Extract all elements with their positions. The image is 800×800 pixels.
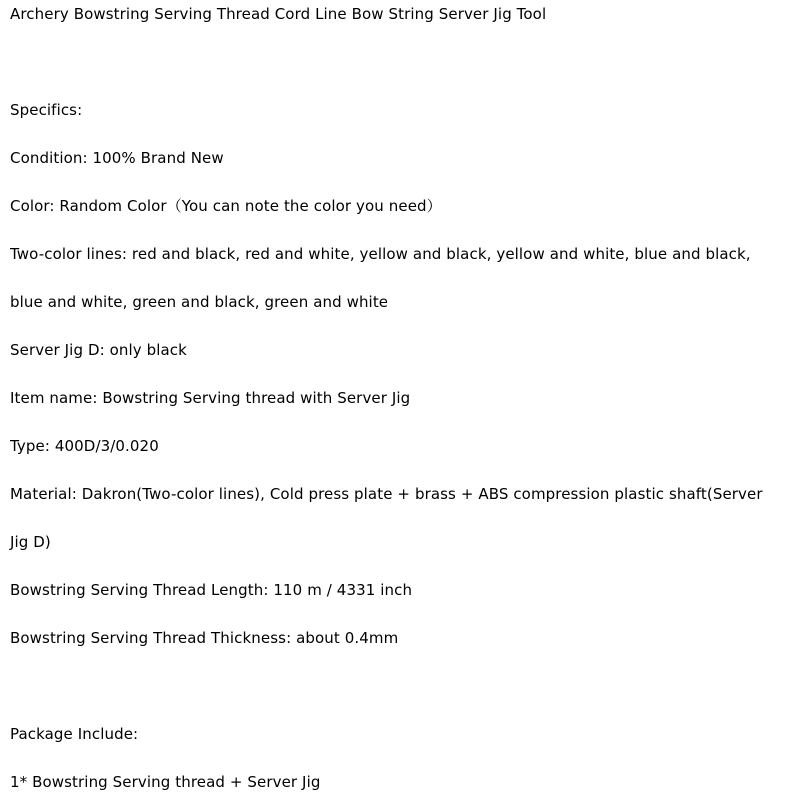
specifics-heading: Specifics: [10, 101, 83, 119]
thread-thickness-line: Bowstring Serving Thread Thickness: about 0.4mm [10, 629, 399, 647]
product-title: Archery Bowstring Serving Thread Cord Line Bow String Server Jig Tool [10, 5, 547, 23]
package-heading: Package Include: [10, 725, 139, 743]
package-item: 1* Bowstring Serving thread + Server Jig [10, 773, 321, 791]
condition-line: Condition: 100% Brand New [10, 149, 224, 167]
material-line-1: Material: Dakron(Two-color lines), Cold press plate + brass + ABS compression plastic shaft(Server [10, 485, 763, 503]
two-color-lines-line-1: Two-color lines: red and black, red and white, yellow and black, yellow and white, blue and black, [10, 245, 751, 263]
type-line: Type: 400D/3/0.020 [10, 437, 159, 455]
color-line: Color: Random Color（You can note the color you need） [10, 197, 442, 215]
material-line-2: Jig D) [10, 533, 51, 551]
two-color-lines-line-2: blue and white, green and black, green and white [10, 293, 389, 311]
item-name-line: Item name: Bowstring Serving thread with Server Jig [10, 389, 411, 407]
server-jig-line: Server Jig D: only black [10, 341, 187, 359]
thread-length-line: Bowstring Serving Thread Length: 110 m / 4331 inch [10, 581, 413, 599]
